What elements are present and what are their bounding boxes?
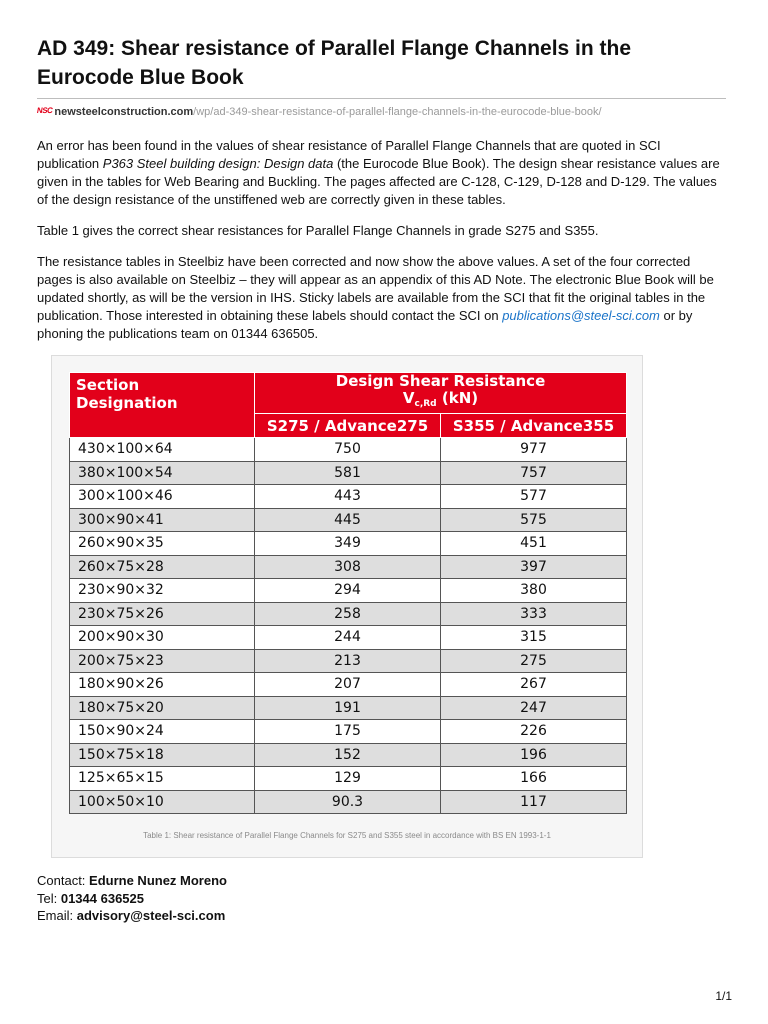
contact-name: Edurne Nunez Moreno — [89, 873, 227, 888]
table-figure — [51, 355, 643, 858]
s275-cell: 443 — [255, 485, 441, 509]
page-number: 1/1 — [715, 989, 732, 1003]
header-design-text: Design Shear Resistance — [335, 372, 546, 390]
contact-label: Contact: — [37, 873, 90, 888]
table-row — [70, 579, 627, 603]
s355-cell: 397 — [441, 555, 627, 579]
intro-paragraph — [37, 137, 726, 209]
s275-cell: 581 — [255, 461, 441, 485]
s275-cell: 152 — [255, 743, 441, 767]
header-section-line2: Designation — [76, 394, 178, 412]
s355-cell: 166 — [441, 767, 627, 791]
publication-title: P363 Steel building design: Design data — [102, 156, 334, 171]
intro-text-a: An error has been found in the values of shear resistance of Parallel Flange Channels that are quoted in SCI publication — [37, 138, 661, 171]
section-cell: 150×75×18 — [70, 743, 255, 767]
header-unit: (kN) — [436, 389, 479, 407]
source-line — [37, 106, 602, 118]
table-intro-paragraph — [37, 222, 726, 240]
email-row — [37, 907, 227, 925]
table-row — [70, 508, 627, 532]
table-row — [70, 790, 627, 814]
table-row — [70, 767, 627, 791]
email-label: Email: — [37, 908, 77, 923]
s275-cell: 244 — [255, 626, 441, 650]
table-row — [70, 461, 627, 485]
s355-cell: 315 — [441, 626, 627, 650]
s355-cell: 451 — [441, 532, 627, 556]
contact-block — [37, 872, 227, 925]
s275-cell: 90.3 — [255, 790, 441, 814]
tel-row — [37, 890, 227, 908]
s355-cell: 575 — [441, 508, 627, 532]
table-row — [70, 555, 627, 579]
s355-cell: 275 — [441, 649, 627, 673]
section-cell: 100×50×10 — [70, 790, 255, 814]
section-cell: 180×75×20 — [70, 696, 255, 720]
email-value: advisory@steel-sci.com — [76, 908, 226, 923]
s275-cell: 294 — [255, 579, 441, 603]
s275-cell: 258 — [255, 602, 441, 626]
title-divider — [37, 98, 726, 99]
tel-value: 01344 636525 — [60, 890, 144, 906]
intro-text-b: (the Eurocode Blue Book). The design shear resistance values are given in the tables for Web Bearing and Buckling. The pages affected are C-128, C-129, D-128 and D-129. The values of the design resistance of the unstiffened web are correctly given in these tables. — [37, 156, 720, 207]
section-cell: 200×75×23 — [70, 649, 255, 673]
s355-cell: 977 — [441, 438, 627, 462]
table-row — [70, 532, 627, 556]
s275-cell: 445 — [255, 508, 441, 532]
s275-cell: 207 — [255, 673, 441, 697]
header-s355: S355 / Advance355 — [441, 414, 627, 438]
section-cell: 300×90×41 — [70, 508, 255, 532]
s275-cell: 349 — [255, 532, 441, 556]
s355-cell: 757 — [441, 461, 627, 485]
section-cell: 180×90×26 — [70, 673, 255, 697]
corrections-paragraph — [37, 253, 726, 343]
header-design-shear — [255, 373, 627, 414]
s355-cell: 333 — [441, 602, 627, 626]
table-caption: Table 1: Shear resistance of Parallel Flange Channels for S275 and S355 steel in accordance with BS EN 1993-1-1 — [143, 831, 551, 840]
section-cell: 300×100×46 — [70, 485, 255, 509]
table-row — [70, 649, 627, 673]
s355-cell: 267 — [441, 673, 627, 697]
header-section-designation — [70, 373, 255, 438]
contact-row — [37, 872, 227, 890]
table-intro-text: Table 1 gives the correct shear resistances for Parallel Flange Channels in grade S275 and S355. — [37, 223, 599, 238]
corrections-text-b: or by phoning the publications team on 01344 636505. — [37, 308, 693, 341]
s355-cell: 226 — [441, 720, 627, 744]
shear-resistance-table — [69, 372, 627, 814]
source-domain-link[interactable]: newsteelconstruction.com — [54, 106, 194, 118]
s355-cell: 577 — [441, 485, 627, 509]
table-row — [70, 626, 627, 650]
section-cell: 150×90×24 — [70, 720, 255, 744]
section-cell: 380×100×54 — [70, 461, 255, 485]
s355-cell: 380 — [441, 579, 627, 603]
section-cell: 430×100×64 — [70, 438, 255, 462]
article-title: AD 349: Shear resistance of Parallel Flange Channels in the Eurocode Blue Book — [37, 37, 632, 89]
table-row — [70, 485, 627, 509]
source-path-link[interactable]: /wp/ad-349-shear-resistance-of-parallel-flange-channels-in-the-eurocode-blue-book/ — [193, 106, 602, 118]
table-row — [70, 438, 627, 462]
table-body — [70, 438, 627, 814]
table-row — [70, 602, 627, 626]
s275-cell: 213 — [255, 649, 441, 673]
section-cell: 260×90×35 — [70, 532, 255, 556]
header-section-line1: Section — [76, 376, 140, 394]
s355-cell: 117 — [441, 790, 627, 814]
s275-cell: 191 — [255, 696, 441, 720]
s275-cell: 750 — [255, 438, 441, 462]
s275-cell: 129 — [255, 767, 441, 791]
header-s275: S275 / Advance275 — [255, 414, 441, 438]
table-row — [70, 743, 627, 767]
section-cell: 230×75×26 — [70, 602, 255, 626]
header-v-symbol: V — [402, 389, 415, 407]
section-cell: 125×65×15 — [70, 767, 255, 791]
section-cell: 260×75×28 — [70, 555, 255, 579]
section-cell: 200×90×30 — [70, 626, 255, 650]
section-cell: 230×90×32 — [70, 579, 255, 603]
table-row — [70, 696, 627, 720]
table-row — [70, 720, 627, 744]
table-row — [70, 673, 627, 697]
s275-cell: 175 — [255, 720, 441, 744]
corrections-text-a: The resistance tables in Steelbiz have been corrected and now show the above values. A set of the four corrected pages is also available on Steelbiz – they will appear as an appendix of this AD Note. The electronic Blue Book will be updated shortly, as will be the version in IHS. Sticky labels are available from the SCI that fit the original tables in the publication. Those interested in obtaining these labels should contact the SCI on — [37, 254, 714, 323]
s355-cell: 247 — [441, 696, 627, 720]
nsc-logo-icon: NSC — [36, 106, 54, 115]
s275-cell: 308 — [255, 555, 441, 579]
tel-label: Tel: — [37, 890, 61, 906]
s355-cell: 196 — [441, 743, 627, 767]
publications-email-link[interactable]: publications@steel-sci.com — [502, 308, 660, 323]
header-v-subscript: c,Rd — [414, 399, 437, 409]
